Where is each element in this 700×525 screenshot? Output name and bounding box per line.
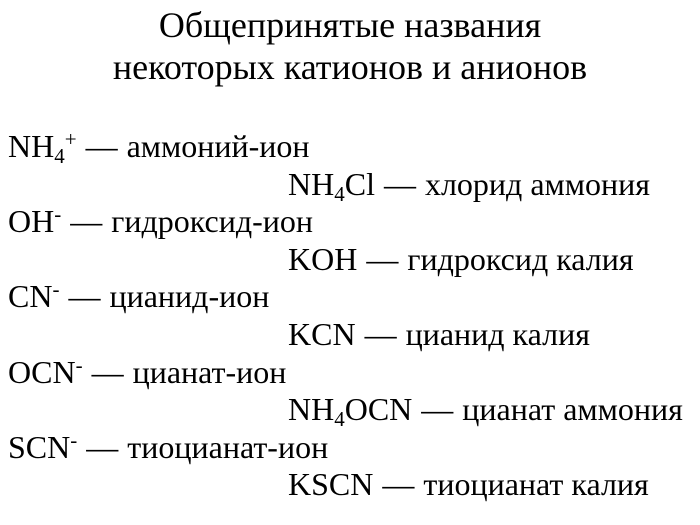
formula-mid: OCN xyxy=(344,391,413,428)
formula-sup: + xyxy=(64,127,77,151)
compound-name: гидроксид калия xyxy=(407,240,634,277)
dash-separator: — xyxy=(68,278,101,315)
ion-name: тиоцианат-ион xyxy=(127,428,329,465)
compound-name: цианат аммония xyxy=(462,391,683,428)
ion-formula xyxy=(8,203,61,239)
formula-pre: NH xyxy=(288,391,335,428)
compound-name: хлорид аммония xyxy=(424,165,650,202)
formula-sub: 4 xyxy=(334,407,345,432)
dash-separator: — xyxy=(91,353,124,390)
dash-separator: — xyxy=(85,128,118,164)
dash-separator: — xyxy=(86,428,119,465)
compound-formula xyxy=(288,165,375,206)
ion-name: цианид-ион xyxy=(109,278,270,315)
ion-formula xyxy=(8,429,77,465)
compound-formula xyxy=(288,466,373,502)
dash-separator: — xyxy=(364,315,397,352)
dash-separator: — xyxy=(366,240,399,277)
ion-name-list xyxy=(0,128,700,504)
compound-formula xyxy=(288,316,356,352)
compound-name: цианид калия xyxy=(405,315,590,352)
compound-formula xyxy=(288,391,413,432)
formula-pre: OH xyxy=(8,203,55,240)
ion-line-cyanate xyxy=(0,354,700,392)
ion-line-ammonium xyxy=(0,128,700,166)
formula-pre: NH xyxy=(8,128,55,164)
formula-pre: KOH xyxy=(288,240,358,277)
compound-line-ammonium-cyanate xyxy=(0,391,700,432)
formula-mid: Cl xyxy=(344,165,375,202)
ion-formula xyxy=(8,354,83,390)
formula-pre: NH xyxy=(288,165,335,202)
ion-name: гидроксид-ион xyxy=(111,203,314,240)
formula-pre: OCN xyxy=(8,353,76,390)
compound-name: тиоцианат калия xyxy=(423,466,649,503)
ion-line-thiocyanate xyxy=(0,429,700,467)
formula-sub: 4 xyxy=(334,181,345,206)
dash-separator: — xyxy=(382,466,415,503)
ion-name: аммоний-ион xyxy=(126,128,310,164)
formula-sub: 4 xyxy=(54,144,65,168)
formula-sup: - xyxy=(52,277,60,302)
title-line-1: Общепринятые названия xyxy=(158,5,542,45)
ion-name: цианат-ион xyxy=(132,353,287,390)
compound-formula xyxy=(288,241,357,277)
compound-line-potassium-cyanide xyxy=(0,316,700,354)
dash-separator: — xyxy=(70,203,103,240)
formula-pre: KCN xyxy=(288,315,356,352)
formula-pre: CN xyxy=(8,278,53,315)
formula-pre: SCN xyxy=(8,428,71,465)
formula-pre: KSCN xyxy=(288,466,374,503)
ion-line-hydroxide xyxy=(0,203,700,241)
ion-line-cyanide xyxy=(0,278,700,316)
dash-separator: — xyxy=(421,391,454,428)
formula-sup: - xyxy=(75,352,83,377)
dash-separator: — xyxy=(383,165,416,202)
page-title xyxy=(0,0,700,88)
formula-sup: - xyxy=(54,202,62,227)
compound-line-potassium-hydroxide xyxy=(0,241,700,279)
formula-sup: - xyxy=(70,427,78,452)
title-line-2: некоторых катионов и анионов xyxy=(112,47,588,87)
ion-formula xyxy=(8,127,77,168)
compound-line-ammonium-chloride xyxy=(0,166,700,204)
compound-line-potassium-thiocyanate xyxy=(0,466,700,504)
ion-formula xyxy=(8,278,59,314)
